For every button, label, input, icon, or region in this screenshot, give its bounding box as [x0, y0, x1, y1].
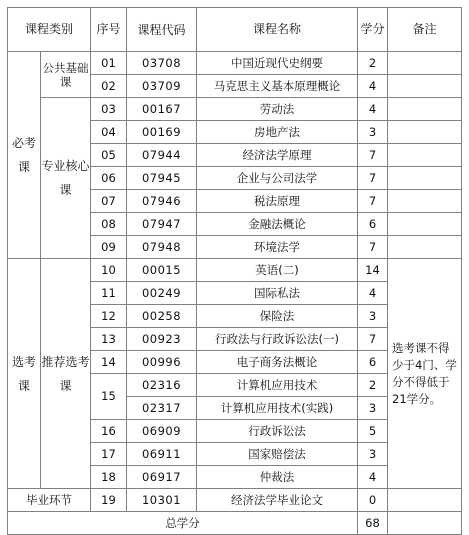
name-cell: 计算机应用技术 [197, 374, 358, 397]
seq-cell: 16 [91, 420, 127, 443]
name-cell: 经济法学原理 [197, 144, 358, 167]
name-cell: 国家赔偿法 [197, 443, 358, 466]
seq-cell: 17 [91, 443, 127, 466]
remark-cell [388, 52, 462, 75]
code-cell: 02317 [127, 397, 197, 420]
credit-cell: 6 [358, 213, 388, 236]
seq-cell: 13 [91, 328, 127, 351]
credit-cell: 7 [358, 328, 388, 351]
name-cell: 金融法概论 [197, 213, 358, 236]
course-table [7, 7, 462, 535]
table-row [8, 489, 462, 512]
name-cell: 经济法学毕业论文 [197, 489, 358, 512]
credit-cell: 2 [358, 374, 388, 397]
name-cell: 房地产法 [197, 121, 358, 144]
credit-cell: 0 [358, 489, 388, 512]
credit-cell: 5 [358, 420, 388, 443]
code-cell: 07944 [127, 144, 197, 167]
seq-cell: 18 [91, 466, 127, 489]
name-cell: 国际私法 [197, 282, 358, 305]
seq-cell: 10 [91, 259, 127, 282]
elective-note: 选考课不得少于4门、学分不得低于21学分。 [388, 259, 462, 489]
group-public-basic: 公共基础课 [41, 52, 91, 98]
code-cell: 00996 [127, 351, 197, 374]
seq-cell: 15 [91, 374, 127, 420]
remark-cell [388, 512, 462, 535]
credit-cell: 7 [358, 144, 388, 167]
name-cell: 行政法与行政诉讼法(一) [197, 328, 358, 351]
seq-cell: 08 [91, 213, 127, 236]
total-credit: 68 [358, 512, 388, 535]
group-recommended-elective: 推荐选考课 [41, 259, 91, 489]
group-major-core: 专业核心课 [41, 98, 91, 259]
credit-cell: 6 [358, 351, 388, 374]
code-cell: 07947 [127, 213, 197, 236]
total-label: 总学分 [8, 512, 358, 535]
seq-cell: 07 [91, 190, 127, 213]
seq-cell: 06 [91, 167, 127, 190]
code-cell: 00167 [127, 98, 197, 121]
header-code: 课程代码 [127, 8, 197, 52]
table-row [8, 52, 462, 75]
credit-cell: 3 [358, 305, 388, 328]
name-cell: 计算机应用技术(实践) [197, 397, 358, 420]
credit-cell: 14 [358, 259, 388, 282]
seq-cell: 04 [91, 121, 127, 144]
seq-cell: 12 [91, 305, 127, 328]
remark-cell [388, 213, 462, 236]
code-cell: 00169 [127, 121, 197, 144]
name-cell: 仲裁法 [197, 466, 358, 489]
credit-cell: 4 [358, 282, 388, 305]
remark-cell [388, 190, 462, 213]
code-cell: 06909 [127, 420, 197, 443]
code-cell: 10301 [127, 489, 197, 512]
remark-cell [388, 144, 462, 167]
remark-cell [388, 167, 462, 190]
code-cell: 00015 [127, 259, 197, 282]
header-credit: 学分 [358, 8, 388, 52]
header-category: 课程类别 [8, 8, 91, 52]
name-cell: 电子商务法概论 [197, 351, 358, 374]
header-remark: 备注 [388, 8, 462, 52]
credit-cell: 3 [358, 397, 388, 420]
name-cell: 马克思主义基本原理概论 [197, 75, 358, 98]
group-graduation: 毕业环节 [8, 489, 91, 512]
seq-cell: 11 [91, 282, 127, 305]
name-cell: 英语(二) [197, 259, 358, 282]
name-cell: 中国近现代史纲要 [197, 52, 358, 75]
remark-cell [388, 75, 462, 98]
code-cell: 00923 [127, 328, 197, 351]
code-cell: 07945 [127, 167, 197, 190]
name-cell: 环境法学 [197, 236, 358, 259]
code-cell: 07946 [127, 190, 197, 213]
name-cell: 税法原理 [197, 190, 358, 213]
table-row [8, 98, 462, 121]
remark-cell [388, 98, 462, 121]
seq-cell: 02 [91, 75, 127, 98]
seq-cell: 05 [91, 144, 127, 167]
credit-cell: 3 [358, 443, 388, 466]
group-elective: 选考课 [8, 259, 41, 489]
code-cell: 00249 [127, 282, 197, 305]
total-row [8, 512, 462, 535]
group-required: 必考课 [8, 52, 41, 259]
header-row [8, 8, 462, 52]
seq-cell: 01 [91, 52, 127, 75]
code-cell: 06911 [127, 443, 197, 466]
credit-cell: 2 [358, 52, 388, 75]
remark-cell [388, 489, 462, 512]
credit-cell: 4 [358, 466, 388, 489]
credit-cell: 4 [358, 98, 388, 121]
name-cell: 行政诉讼法 [197, 420, 358, 443]
credit-cell: 7 [358, 190, 388, 213]
header-seq: 序号 [91, 8, 127, 52]
code-cell: 07948 [127, 236, 197, 259]
name-cell: 保险法 [197, 305, 358, 328]
credit-cell: 7 [358, 167, 388, 190]
code-cell: 02316 [127, 374, 197, 397]
name-cell: 企业与公司法学 [197, 167, 358, 190]
code-cell: 03709 [127, 75, 197, 98]
remark-cell [388, 236, 462, 259]
credit-cell: 3 [358, 121, 388, 144]
header-name: 课程名称 [197, 8, 358, 52]
seq-cell: 09 [91, 236, 127, 259]
name-cell: 劳动法 [197, 98, 358, 121]
seq-cell: 03 [91, 98, 127, 121]
credit-cell: 4 [358, 75, 388, 98]
code-cell: 00258 [127, 305, 197, 328]
code-cell: 03708 [127, 52, 197, 75]
credit-cell: 7 [358, 236, 388, 259]
code-cell: 06917 [127, 466, 197, 489]
table-row [8, 259, 462, 282]
remark-cell [388, 121, 462, 144]
seq-cell: 14 [91, 351, 127, 374]
seq-cell: 19 [91, 489, 127, 512]
